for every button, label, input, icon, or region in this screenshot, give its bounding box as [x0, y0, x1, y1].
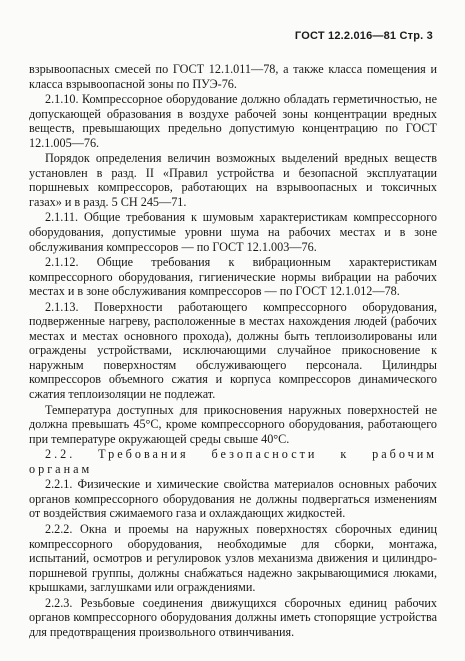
- paragraph: 2.1.10. Компрессорное оборудование должно обладать герметичностью, не допускающей образования в воздухе рабочей зоны концентрации вредных веществ, превышающих предельно допустимую концентрацию по ГОСТ 12.1.005—76.: [29, 92, 437, 150]
- paragraph: 2.1.12. Общие требования к вибрационным характеристикам компрессорного оборудования, гигиенические нормы вибрации на рабочих местах и в зоне обслуживания компрессоров — по ГОСТ 12.1.012—78.: [29, 255, 437, 299]
- paragraph: 2.1.13. Поверхности работающего компрессорного оборудования, подверженные нагреву, расположенные в местах нахождения людей (рабочих местах и местах основного прохода), должны быть теплоизолированы или ограждены устройствами, исключающими случайное прикосновение к наружным поверхностям обслуживающего персонала. Цилиндры компрессоров объемного сжатия и корпуса компрессоров динамического сжатия теплоизоляции не подлежат.: [29, 299, 437, 402]
- document-body: [29, 62, 437, 640]
- paragraph: Температура доступных для прикосновения наружных поверхностей не должна превышать 45°С, кроме компрессорного оборудования, работающего при температуре окружающей среды свыше 40°С.: [29, 402, 437, 446]
- paragraph: 2.2.1. Физические и химические свойства материалов основных рабочих органов компрессорного оборудования не должны подвергаться изменениям от воздействия сжимаемого газа и охлаждающих жидкостей.: [29, 477, 437, 521]
- paragraph: Порядок определения величин возможных выделений вредных веществ установлен в разд. II «Правил устройства и безопасной эксплуатации поршневых компрессоров, работающих на взрывоопасных и токсичных газах» и в разд. 5 СН 245—71.: [29, 151, 437, 209]
- paragraph: 2.2.2. Окна и проемы на наружных поверхностях сборочных единиц компрессорного оборудования, необходимые для сборки, монтажа, испытаний, осмотров и регулировок узлов механизма движения и цилиндро-поршневой группы, должны снабжаться надежно закрывающимися люками, крышками, заглушками или ограждениями.: [29, 521, 437, 595]
- paragraph: взрывоопасных смесей по ГОСТ 12.1.011—78, а также класса помещения и класса взрывоопасной зоны по ПУЭ-76.: [29, 62, 437, 91]
- paragraph: 2.2.3. Резьбовые соединения движущихся сборочных единиц рабочих органов компрессорного оборудования должны иметь стопорящие устройства для предотвращения произвольного отвинчивания.: [29, 595, 437, 639]
- paragraph: 2.1.11. Общие требования к шумовым характеристикам компрессорного оборудования, допустимые уровни шума на рабочих местах и в зоне обслуживания компрессоров — по ГОСТ 12.1.003—76.: [29, 210, 437, 254]
- section-heading: 2.2. Требования безопасности к рабочим органам: [29, 447, 437, 476]
- page-header: ГОСТ 12.2.016—81 Стр. 3: [294, 30, 433, 42]
